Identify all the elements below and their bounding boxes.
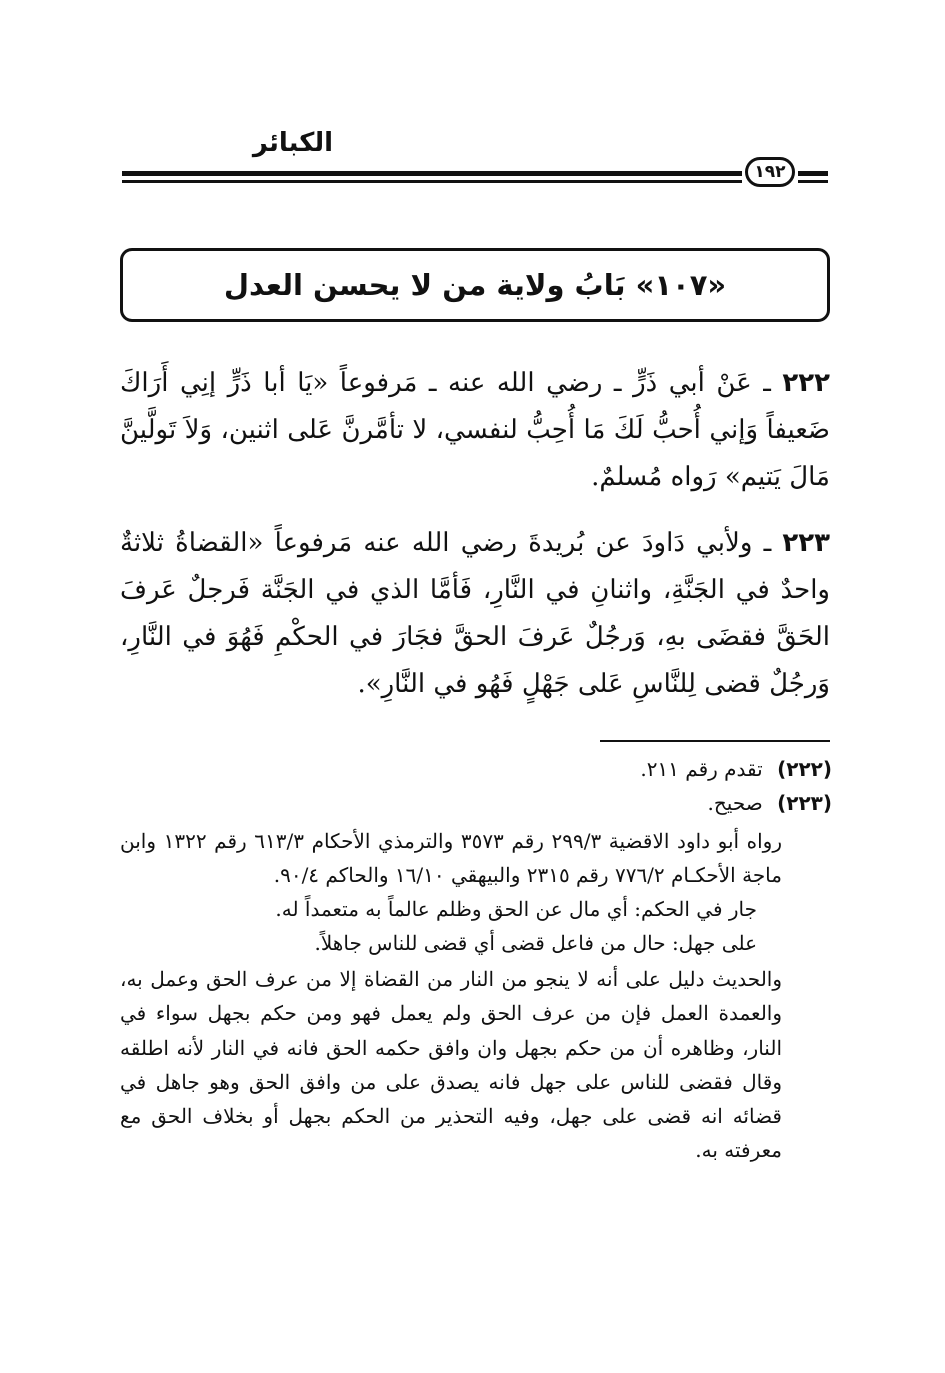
header-rule-right-upper: [798, 171, 828, 176]
hadith-text: ـ عَنْ أبي ذَرٍّ ـ رضي الله عنه ـ مَرفوعاً «يَا أبا ذَرٍّ إنِي أَرَاكَ ضَعيفاً وَإني أُحبُّ لَكَ مَا أُحِبُّ لنفسي، لا تأمَّرنَّ عَلى اثنين، وَلاَ تَولَّينَّ مَالَ يَتيم» رَواه مُسلمٌ.: [120, 368, 830, 492]
footnote-ref: (٢٢٢): [777, 757, 832, 781]
footnote-gloss: على جهل: حال من فاعل قضى أي قضى للناس جاهلاً.: [314, 931, 757, 955]
footnote-ref: (٢٢٣): [777, 791, 832, 815]
running-title: الكبائر: [252, 128, 333, 158]
header-rule-lower: [122, 180, 742, 183]
footnote-223: [120, 786, 832, 820]
hadith-paragraph: [120, 360, 830, 501]
footnote-222: [120, 752, 832, 786]
header-rule-right-lower: [798, 180, 828, 183]
page-number: ١٩٢: [745, 157, 795, 187]
chapter-heading-box: [120, 248, 830, 322]
footnote-gloss: جار في الحكم: أي مال عن الحق وظلم عالماً به متعمداً له.: [275, 897, 757, 921]
hadith-text: ـ ولأبي دَاودَ عن بُريدةَ رضي الله عنه مَرفوعاً «القضاةُ ثلاثةٌ واحدٌ في الجَنَّةِ، واثنانِ في النَّارِ، فَأمَّا الذي في الجَنَّة فَرجلٌ عَرفَ الحَقَّ فقضَى بهِ، وَرجُلٌ عَرفَ الحقَّ فجَارَ في الحكْمِ فَهُوَ في النَّارِ، وَرجُلٌ قضى لِلنَّاسِ عَلى جَهْلٍ فَهُو في النَّارِ».: [120, 528, 830, 699]
footnote-commentary: والحديث دليل على أنه لا ينجو من النار من القضاة إلا من عرف الحق وعمل به، والعمدة العمل فإن من عرف الحق ولم يعمل فهو ومن حكم بجهل سواء في النار، وظاهره أن من حكم بجهل وان وافق حكمه الحق فانه في النار لأنه اطلقه وقال فقضى للناس على جهل فانه يصدق على من وافق الحق وهو جاهل في قضائه انه قضى على جهل، وفيه التحذير من الحكم بجهل أو بخلاف الحق مع معرفته به.: [120, 967, 782, 1163]
hadith-paragraph: [120, 520, 830, 708]
footnote-separator: [600, 740, 830, 742]
footnote-sources: رواه أبو داود الاقضية ٢٩٩/٣ رقم ٣٥٧٣ والترمذي الأحكام ٦١٣/٣ رقم ١٣٢٢ وابن ماجة الأحكـام ٧٧٦/٢ رقم ٢٣١٥ والبيهقي ١٦/١٠ والحاكم ٩٠/٤.: [120, 829, 783, 887]
hadith-number: ٢٢٢: [782, 368, 830, 398]
footnotes: [120, 752, 832, 1168]
chapter-title: «١٠٧» بَابُ ولاية من لا يحسن العدل: [223, 268, 727, 302]
hadith-number: ٢٢٣: [782, 528, 831, 558]
footnote-text: تقدم رقم ٢١١.: [640, 757, 763, 781]
footnote-text: صحيح.: [707, 791, 763, 815]
header-rule-upper: [122, 171, 742, 176]
